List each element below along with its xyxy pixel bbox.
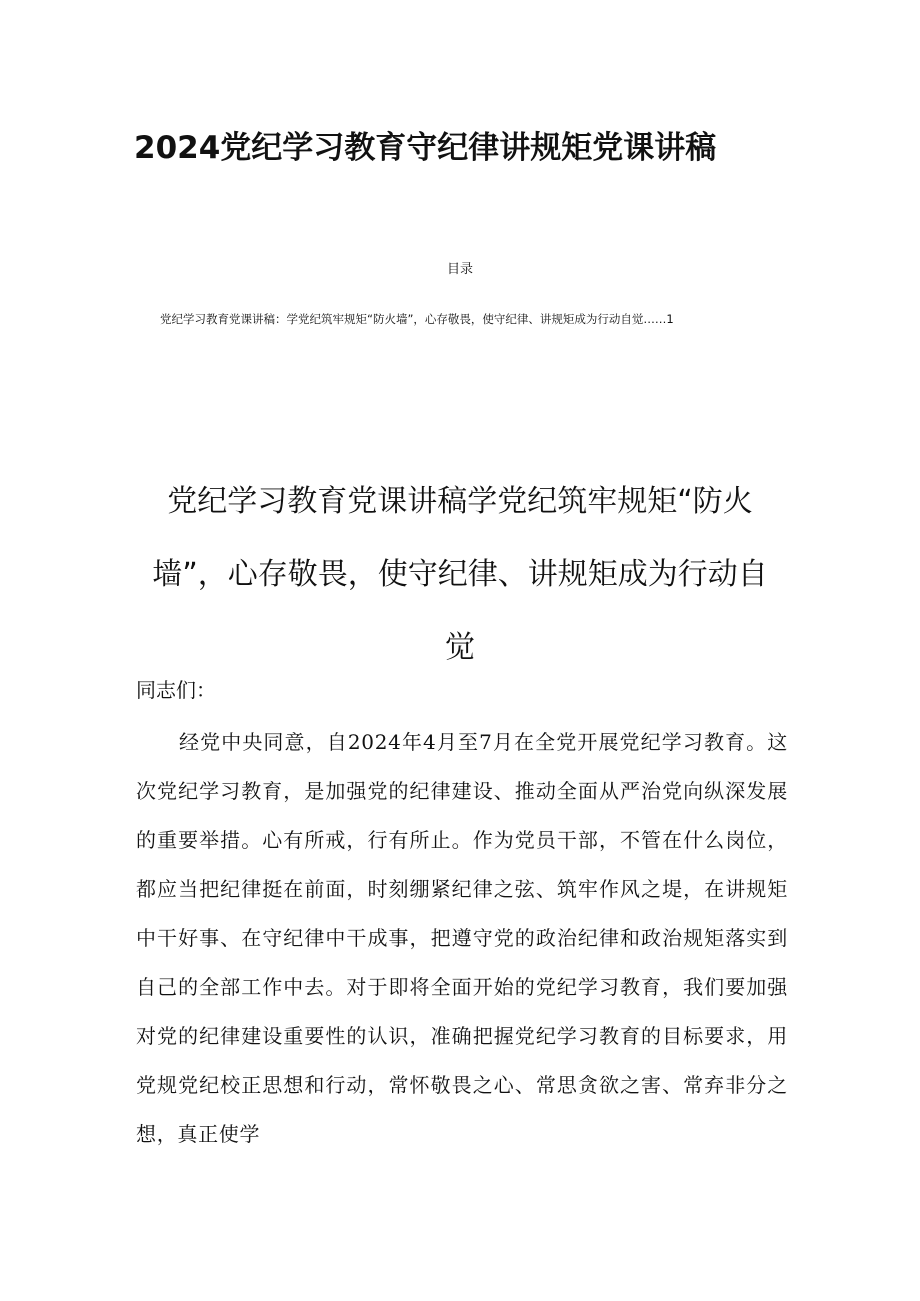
toc-entry[interactable]: 党纪学习教育党课讲稿：学党纪筑牢规矩“防火墙”，心存敬畏，使守纪律、讲规矩成为行动自觉……1 [160,312,674,326]
document-title: 2024党纪学习教育守纪律讲规矩党课讲稿 [134,130,717,166]
body-paragraph: 经党中央同意，自2024年4月至7月在全党开展党纪学习教育。这次党纪学习教育，是加强党的纪律建设、推动全面从严治党向纵深发展的重要举措。心有所戒，行有所止。作为党员干部，不管在什么岗位，都应当把纪律挺在前面，时刻绷紧纪律之弦、筑牢作风之堤，在讲规矩中干好事、在守纪律中干成事，把遵守党的政治纪律和政治规矩落实到自己的全部工作中去。对于即将全面开始的党纪学习教育，我们要加强对党的纪律建设重要性的认识，准确把握党纪学习教育的目标要求，用党规党纪校正思想和行动，常怀敬畏之心、常思贪欲之害、常弃非分之想，真正使学 [136,730,788,1146]
section-title: 党纪学习教育党课讲稿学党纪筑牢规矩“防火墙”，心存敬畏，使守纪律、讲规矩成为行动自觉 [152,484,768,665]
salutation: 同志们： [136,678,216,702]
toc-heading: 目录 [446,262,473,277]
